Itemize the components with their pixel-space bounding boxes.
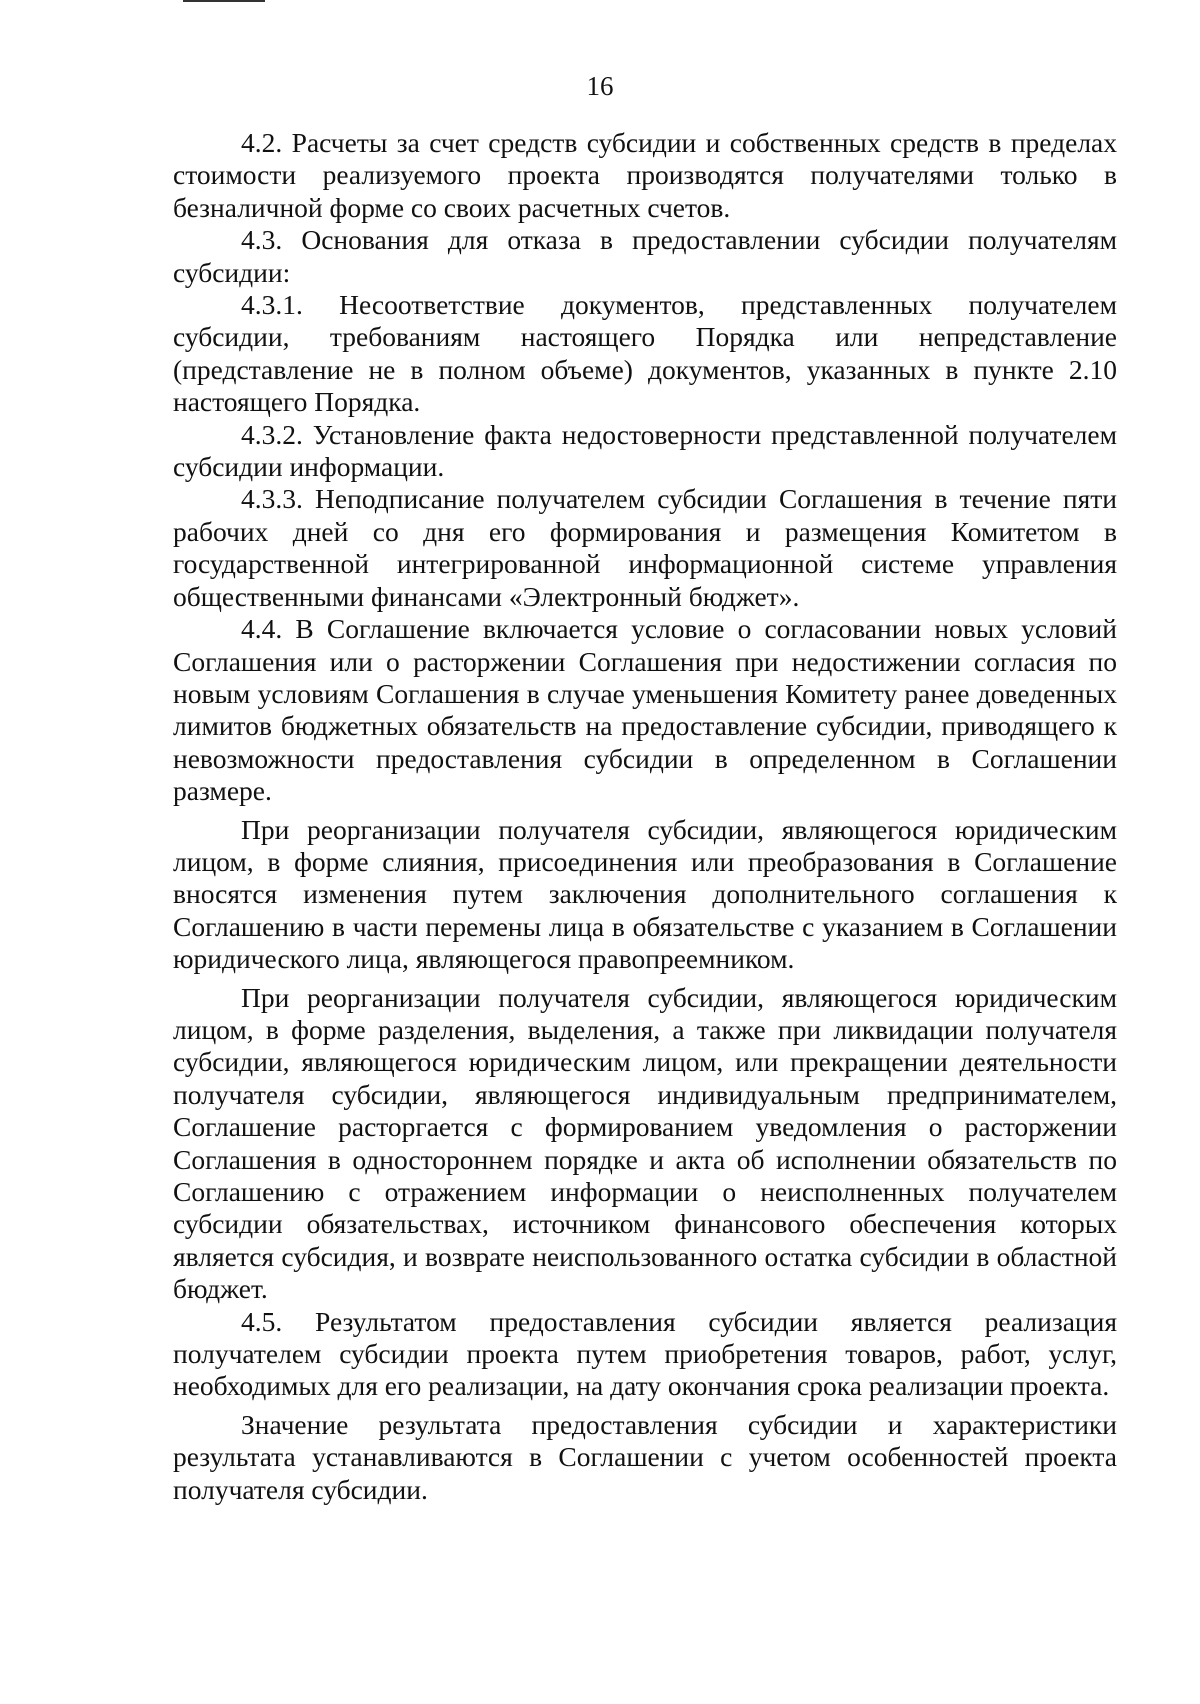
paragraph-4-4: 4.4. В Соглашение включается условие о согласовании новых условий Соглашения или о расторжении Соглашения при недостижении согласия по новым условиям Соглашения в случае уменьшения Комитету ранее доведенных лимитов бюджетных обязательств на предоставление субсидии, приводящего к невозможности предоставления субсидии в определенном в Соглашении размере. [173,613,1117,807]
paragraph-result-value: Значение результата предоставления субсидии и характеристики результата устанавливаются в Соглашении с учетом особенностей проекта получателя субсидии. [173,1408,1117,1505]
paragraph-reorganization-division: При реорганизации получателя субсидии, являющегося юридическим лицом, в форме разделения, выделения, а также при ликвидации получателя субсидии, являющегося юридическим лицом, или прекращении деятельности получателя субсидии, являющегося индивидуальным предпринимателем, Соглашение расторгается с формированием уведомления о расторжении Соглашения в одностороннем порядке и акта об исполнении обязательств по Соглашению с отражением информации о неисполненных получателем субсидии обязательствах, источником финансового обеспечения которых является субсидия, и возврате неиспользованного остатка субсидии в областной бюджет. [173,981,1117,1305]
paragraph-4-3-2: 4.3.2. Установление факта недостоверности представленной получателем субсидии информации. [173,418,1117,483]
paragraph-4-5: 4.5. Результатом предоставления субсидии является реализация получателем субсидии проекта путем приобретения товаров, работ, услуг, необходимых для его реализации, на дату окончания срока реализации проекта. [173,1305,1117,1402]
paragraph-4-2: 4.2. Расчеты за счет средств субсидии и собственных средств в пределах стоимости реализуемого проекта производятся получателями только в безналичной форме со своих расчетных счетов. [173,127,1117,223]
paragraph-reorganization-merger: При реорганизации получателя субсидии, являющегося юридическим лицом, в форме слияния, присоединения или преобразования в Соглашение вносятся изменения путем заключения дополнительного соглашения к Соглашению в части перемены лица в обязательстве с указанием в Соглашении юридического лица, являющегося правопреемником. [173,813,1117,975]
page-number: 16 [586,71,614,101]
top-edge-mark [183,0,265,2]
document-body [173,127,1117,1506]
paragraph-4-3: 4.3. Основания для отказа в предоставлении субсидии получателям субсидии: [173,224,1117,288]
paragraph-4-3-1: 4.3.1. Несоответствие документов, представленных получателем субсидии, требованиям настоящего Порядка или непредставление (представление не в полном объеме) документов, указанных в пункте 2.10 настоящего Порядка. [173,289,1117,418]
paragraph-4-3-3: 4.3.3. Неподписание получателем субсидии Соглашения в течение пяти рабочих дней со дня его формирования и размещения Комитетом в государственной интегрированной информационной системе управления общественными финансами «Электронный бюджет». [173,483,1117,612]
